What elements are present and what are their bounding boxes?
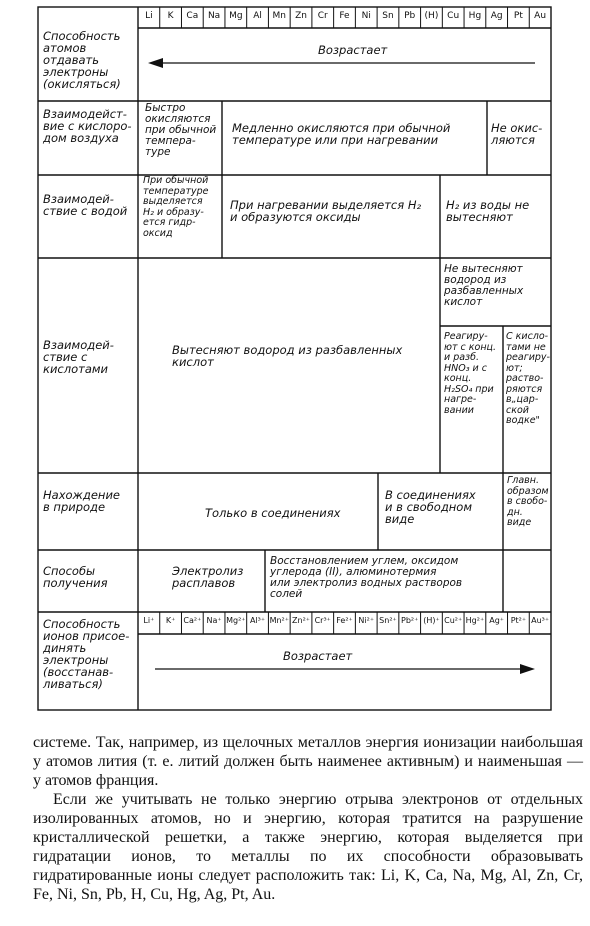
row-label-water	[43, 193, 138, 217]
oxygen-slow	[232, 122, 484, 146]
oxygen-fast-line: туре	[145, 146, 171, 158]
production-electrolysis-line: расплавов	[172, 576, 236, 590]
oxygen-none-line: Не окис-	[491, 121, 543, 135]
element-symbol-cell: Pb	[404, 11, 416, 21]
nature-free-line: дн.	[507, 506, 523, 518]
water-cold	[143, 176, 223, 239]
row-label-water-line: ствие с водой	[43, 204, 128, 218]
ion-symbol-cell: Au³⁺	[531, 616, 550, 625]
oxygen-fast	[145, 103, 223, 158]
acids-aqua-regia-line: в„цар-	[506, 394, 539, 405]
row-label-reduce-line: ливаться)	[43, 677, 103, 691]
element-symbol-cell: Pt	[513, 11, 523, 21]
ion-symbol-cell: Mn²⁺	[269, 616, 289, 625]
ion-symbol-cell: Pb²⁺	[401, 616, 419, 625]
water-hot-line: При нагревании выделяется H₂	[230, 198, 422, 212]
row-label-oxidize-line: электроны	[43, 65, 109, 79]
ion-symbol-cell: Hg²⁺	[465, 616, 485, 625]
row-label-nature-line: Нахождение	[43, 488, 120, 502]
acids-nitric	[444, 332, 504, 416]
element-symbol-cell: K	[167, 11, 174, 21]
acids-no-displace-line: водород из	[444, 274, 507, 286]
row-label-nature	[43, 489, 138, 513]
row-label-reduce-line: (восстанав-	[43, 665, 114, 679]
ion-symbol-cell: Li⁺	[143, 616, 155, 625]
row-label-production-line: получения	[43, 576, 108, 590]
nature-free-line: в свобо-	[507, 496, 548, 507]
acids-aqua-regia-line: С кисло-	[506, 331, 549, 342]
element-symbol-cell: Al	[253, 11, 262, 21]
row-label-oxygen-line: Взаимодейст-	[43, 107, 127, 121]
production-electrolysis	[172, 565, 262, 589]
arrow-right-icon	[155, 664, 535, 674]
paragraph-2: Если же учитывать не только энергию отрыва электронов от отдельных изолированных атомов, но и энергию, которая тратится на разрушение кристаллической решетки, а также энергию, которая выделяется при гидратации ионов, то металлы по их способности образовывать гидратированные ионы следует расположить так: Li, K, Ca, Na, Mg, Al, Zn, Cr, Fe, Ni, Sn, Pb, H, Cu, Hg, Ag, Pt, Au.	[33, 791, 583, 903]
oxygen-fast-line: темпера-	[145, 135, 196, 147]
production-reduction-line: солей	[270, 588, 303, 600]
oxygen-fast-line: Быстро	[145, 102, 186, 114]
water-cold-line: При обычной	[143, 175, 209, 186]
body-text	[33, 733, 583, 904]
ion-symbol-cell: (H)⁺	[423, 616, 440, 625]
acids-nitric-line: нагре-	[444, 394, 477, 405]
row-label-production	[43, 565, 138, 589]
production-reduction-line: или электролиз водных растворов	[270, 577, 463, 589]
oxygen-fast-line: окисляются	[145, 113, 211, 125]
water-none-line: вытесняют	[446, 210, 513, 224]
ion-symbol-cell: Sn²⁺	[379, 616, 397, 625]
acids-nitric-line: конц.	[444, 373, 472, 384]
nature-compounds-only: Только в соединениях	[205, 506, 341, 520]
acids-no-displace-line: разбавленных	[444, 285, 524, 297]
row-label-oxidize-line: атомов	[43, 41, 87, 55]
element-symbol-cell: Na	[207, 11, 221, 21]
ion-symbol-cell: Zn²⁺	[292, 616, 311, 625]
nature-both-line: В соединениях	[385, 488, 476, 502]
ion-symbol-cell: Fe²⁺	[336, 616, 353, 625]
acids-displace-line: кислот	[172, 355, 214, 369]
element-symbol-cell: Sn	[382, 11, 394, 21]
acids-aqua-regia	[506, 332, 552, 427]
row-label-production-line: Способы	[43, 564, 96, 578]
ion-symbol-cell: Na⁺	[206, 616, 222, 625]
ion-symbol-cell: Cu²⁺	[444, 616, 463, 625]
acids-nitric-line: и разб.	[444, 352, 479, 363]
element-symbol-cell: Mg	[229, 11, 243, 21]
production-reduction-line: Восстановлением углем, оксидом	[270, 555, 459, 567]
nature-both-line: и в свободном виде	[385, 500, 473, 526]
acids-nitric-line: H₂SO₄ при	[444, 383, 494, 395]
element-symbol-cell: Cr	[317, 11, 328, 21]
row-label-acids-line: кислотами	[43, 362, 109, 376]
nature-free-line: Главн.	[507, 475, 540, 486]
ion-symbol-cell: Pt²⁺	[510, 616, 527, 625]
element-symbol-cell: Ag	[490, 11, 503, 21]
element-symbol-cell: Hg	[468, 11, 482, 21]
water-cold-line: оксид	[143, 227, 173, 239]
row-label-oxidize	[43, 30, 138, 90]
row-label-reduce-line: ионов присое-	[43, 629, 130, 643]
production-reduction-line: углерода (II), алюминотермия	[270, 566, 437, 578]
acids-aqua-regia-line: ют;	[506, 362, 523, 374]
acids-aqua-regia-line: раство-	[506, 373, 544, 384]
row-label-oxidize-line: (окисляться)	[43, 77, 121, 91]
row-label-water-line: Взаимодей-	[43, 192, 114, 206]
acids-nitric-line: вании	[444, 404, 474, 416]
nature-both	[385, 489, 503, 525]
ion-symbol-cell: Ni²⁺	[358, 616, 375, 625]
row-label-reduce-line: Способность	[43, 617, 121, 631]
water-cold-line: ется гидр-	[143, 217, 196, 228]
acids-no-displace-line: Не вытесняют	[444, 263, 523, 275]
element-symbol-cell: Ni	[361, 11, 371, 21]
water-hot	[230, 199, 438, 223]
ion-symbol-cell: Mg²⁺	[226, 616, 246, 625]
element-symbol-cell: Au	[534, 11, 547, 21]
arrow-label-reduce: Возрастает	[283, 649, 353, 663]
acids-nitric-line: HNO₃ и с	[444, 362, 487, 374]
nature-free-line: образом	[507, 485, 549, 497]
oxygen-slow-line: температуре или при нагревании	[232, 133, 439, 147]
oxygen-none-line: ляются	[491, 133, 535, 147]
water-none	[446, 199, 550, 223]
nature-free	[507, 476, 551, 529]
row-label-oxidize-line: Способность	[43, 29, 121, 43]
ion-symbol-cell: Cr³⁺	[314, 616, 331, 625]
paragraph-1: системе. Так, например, из щелочных металлов энергия ионизации наибольшая у атомов лития (т. е. литий должен быть наименее активным) и наименьшая — у атомов франция.	[33, 734, 583, 789]
row-label-oxidize-line: отдавать	[43, 53, 100, 67]
oxygen-fast-line: при обычной	[145, 124, 217, 136]
acids-aqua-regia-line: ряются	[506, 383, 543, 395]
row-label-acids-line: Взаимодей-	[43, 338, 114, 352]
water-hot-line: и образуются оксиды	[230, 210, 361, 224]
element-symbol-cell: Fe	[339, 11, 350, 21]
acids-no-displace	[444, 264, 550, 308]
water-cold-line: температуре	[143, 185, 209, 197]
water-none-line: H₂ из воды не	[446, 198, 530, 212]
acids-aqua-regia-line: водке"	[506, 415, 540, 426]
element-symbol-cell: (H)	[424, 11, 439, 21]
element-symbol-cell: Mn	[272, 11, 287, 21]
row-label-nature-line: в природе	[43, 500, 106, 514]
row-label-oxygen	[43, 108, 138, 144]
acids-aqua-regia-line: реагиру-	[506, 352, 550, 363]
acids-aqua-regia-line: ской	[506, 404, 529, 416]
ion-symbol-cell: K⁺	[165, 616, 176, 625]
water-cold-line: выделяется	[143, 196, 203, 207]
acids-displace-line: Вытесняют водород из разбавленных	[172, 343, 403, 357]
element-symbol-cell: Zn	[295, 11, 307, 21]
row-label-oxygen-line: дом воздуха	[43, 131, 119, 145]
acids-aqua-regia-line: тами не	[506, 341, 546, 353]
arrow-left-icon	[148, 58, 535, 68]
row-label-reduce-line: электроны	[43, 653, 109, 667]
oxygen-none	[491, 122, 551, 146]
acids-no-displace-line: кислот	[444, 296, 483, 308]
acids-nitric-line: ют с конц.	[444, 341, 497, 353]
nature-free-line: виде	[507, 517, 532, 528]
arrow-label-oxidize: Возрастает	[318, 43, 388, 57]
element-symbol-cell: Cu	[447, 11, 460, 21]
element-symbol-cell: Ca	[186, 11, 199, 21]
ion-symbol-cell: Al³⁺	[249, 616, 266, 625]
row-label-reduce-line: динять	[43, 641, 87, 655]
production-electrolysis-line: Электролиз	[172, 564, 244, 578]
acids-displace	[172, 344, 436, 368]
element-symbol-cell: Li	[145, 11, 153, 21]
water-cold-line: H₂ и образу-	[143, 206, 204, 218]
row-label-oxygen-line: вие с кислоро-	[43, 119, 132, 133]
row-label-acids-line: ствие с	[43, 350, 88, 364]
row-label-reduce	[43, 618, 138, 690]
oxygen-slow-line: Медленно окисляются при обычной	[232, 121, 451, 135]
ion-symbol-cell: Ag⁺	[489, 616, 505, 625]
production-reduction	[270, 556, 503, 600]
row-label-acids	[43, 339, 138, 375]
ion-symbol-cell: Ca²⁺	[183, 616, 202, 625]
acids-nitric-line: Реагиру-	[444, 331, 488, 342]
